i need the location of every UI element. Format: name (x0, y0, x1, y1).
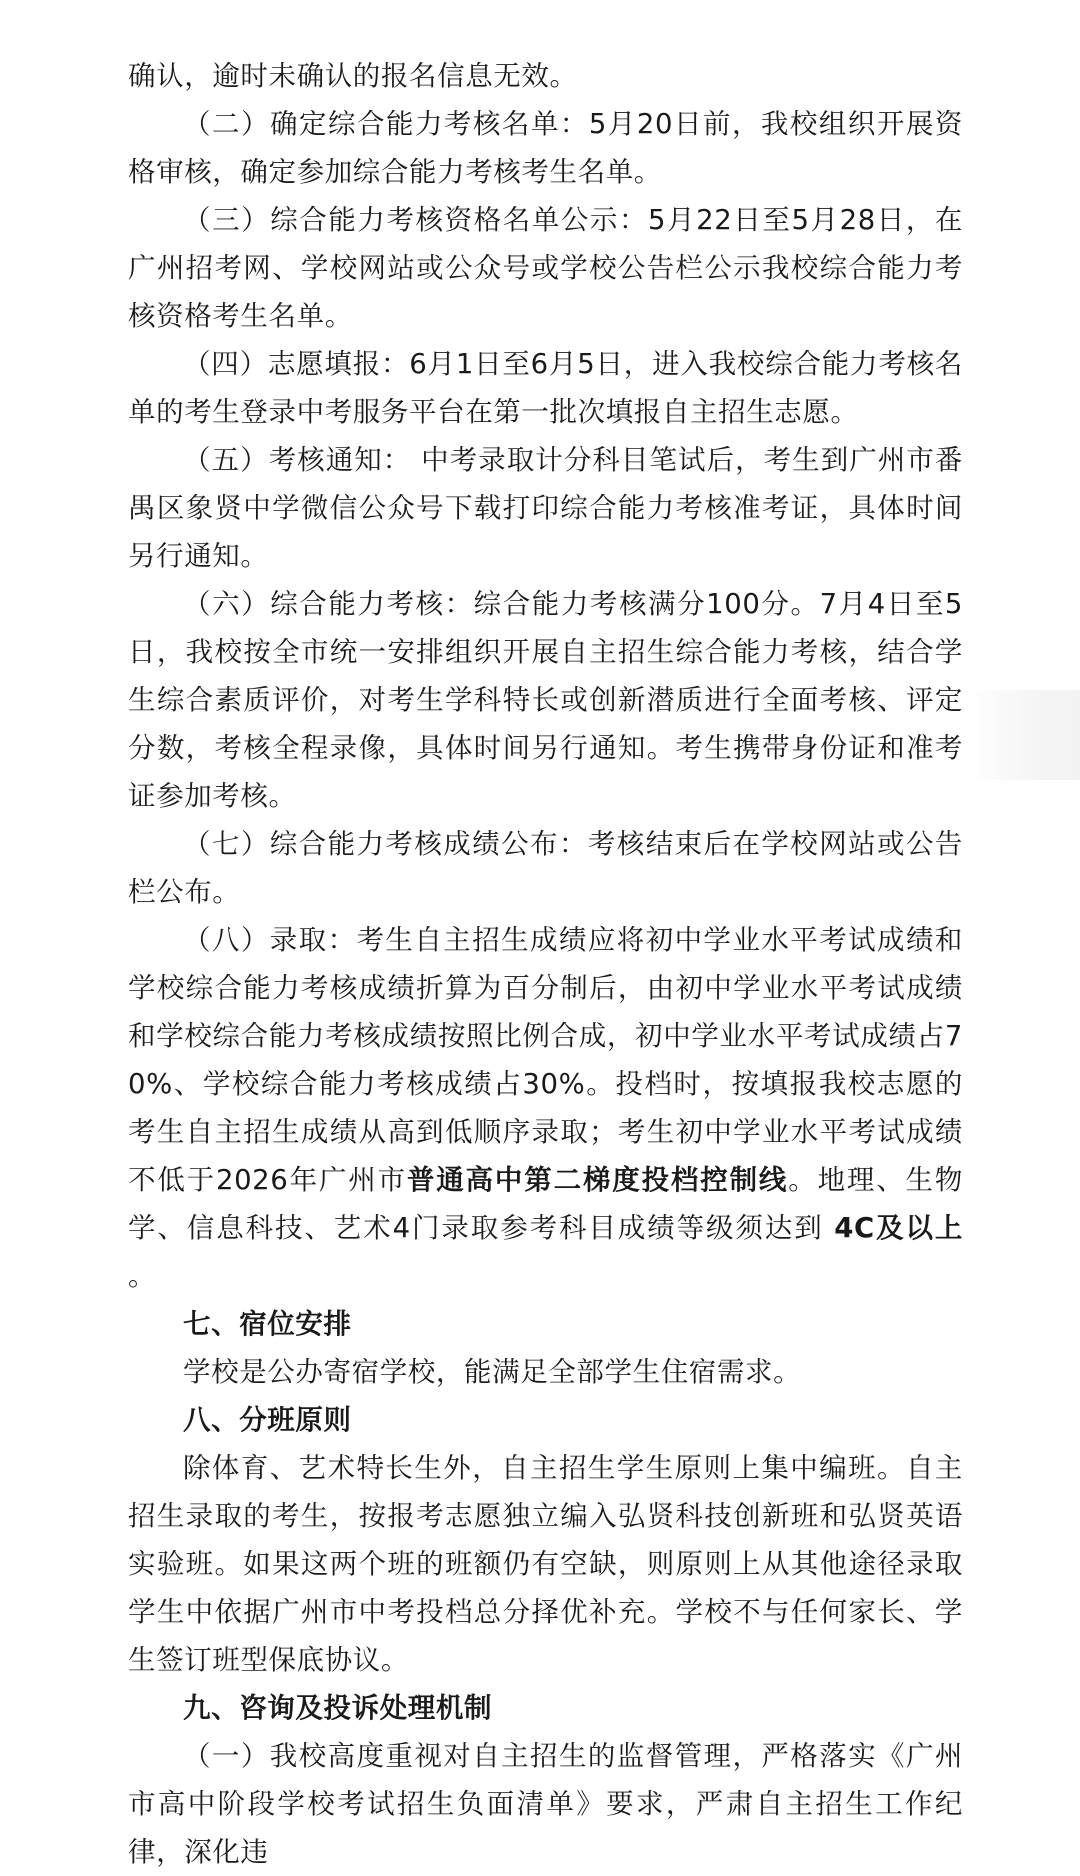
admission-grade-requirement: 4C及以上 (834, 1212, 963, 1244)
section-heading-consultation: 九、咨询及投诉处理机制 (183, 1692, 493, 1724)
paragraph-step-3: （三）综合能力考核资格名单公示：5月22日至5月28日，在广州招考网、学校网站或公众号或学校公告栏公示我校综合能力考核资格考生名单。 (128, 204, 963, 332)
admission-text-2: 。地理、生物学、信息科技、艺术4门录取参考科目成绩等级须达到 (128, 1164, 963, 1244)
paragraph-step-4: （四）志愿填报：6月1日至6月5日，进入我校综合能力考核名单的考生登录中考服务平台在第一批次填报自主招生志愿。 (128, 348, 963, 428)
admission-text-3: 。 (128, 1260, 157, 1292)
paragraph-step-2: （二）确定综合能力考核名单：5月20日前，我校组织开展资格审核，确定参加综合能力考核考生名单。 (128, 108, 963, 188)
paragraph-step-6: （六）综合能力考核：综合能力考核满分100分。7月4日至5日，我校按全市统一安排组织开展自主招生综合能力考核，结合学生综合素质评价，对考生学科特长或创新潜质进行全面考核、评定分数，考核全程录像，具体时间另行通知。考生携带身份证和准考证参加考核。 (128, 588, 963, 812)
section-heading-class-assignment: 八、分班原则 (183, 1404, 352, 1436)
admission-text-1: （八）录取：考生自主招生成绩应将初中学业水平考试成绩和学校综合能力考核成绩折算为百分制后，由初中学业水平考试成绩和学校综合能力考核成绩按照比例合成，初中学业水平考试成绩占70%、学校综合能力考核成绩占30%。投档时，按填报我校志愿的考生自主招生成绩从高到低顺序录取；考生初中学业水平考试成绩不低于2026年广州市 (128, 924, 963, 1196)
paragraph-step-5: （五）考核通知： 中考录取计分科目笔试后，考生到广州市番禺区象贤中学微信公众号下载打印综合能力考核准考证，具体时间另行通知。 (128, 444, 963, 572)
scan-edge-shadow (968, 690, 1080, 780)
section-heading-dormitory: 七、宿位安排 (183, 1308, 352, 1340)
paragraph-step-8-admission (128, 916, 963, 1300)
paragraph-dormitory: 学校是公办寄宿学校，能满足全部学生住宿需求。 (183, 1356, 802, 1388)
paragraph-registration-confirm: 确认，逾时未确认的报名信息无效。 (128, 60, 578, 92)
paragraph-step-7: （七）综合能力考核成绩公布：考核结束后在学校网站或公告栏公布。 (128, 828, 963, 908)
document-body (128, 52, 963, 1876)
paragraph-class-assignment: 除体育、艺术特长生外，自主招生学生原则上集中编班。自主招生录取的考生，按报考志愿独立编入弘贤科技创新班和弘贤英语实验班。如果这两个班的班额仍有空缺，则原则上从其他途径录取学生中依据广州市中考投档总分择优补充。学校不与任何家长、学生签订班型保底协议。 (128, 1452, 963, 1676)
paragraph-consultation-1: （一）我校高度重视对自主招生的监督管理，严格落实《广州市高中阶段学校考试招生负面清单》要求，严肃自主招生工作纪律，深化违 (128, 1740, 963, 1868)
admission-control-line: 普通高中第二梯度投档控制线 (406, 1164, 789, 1196)
